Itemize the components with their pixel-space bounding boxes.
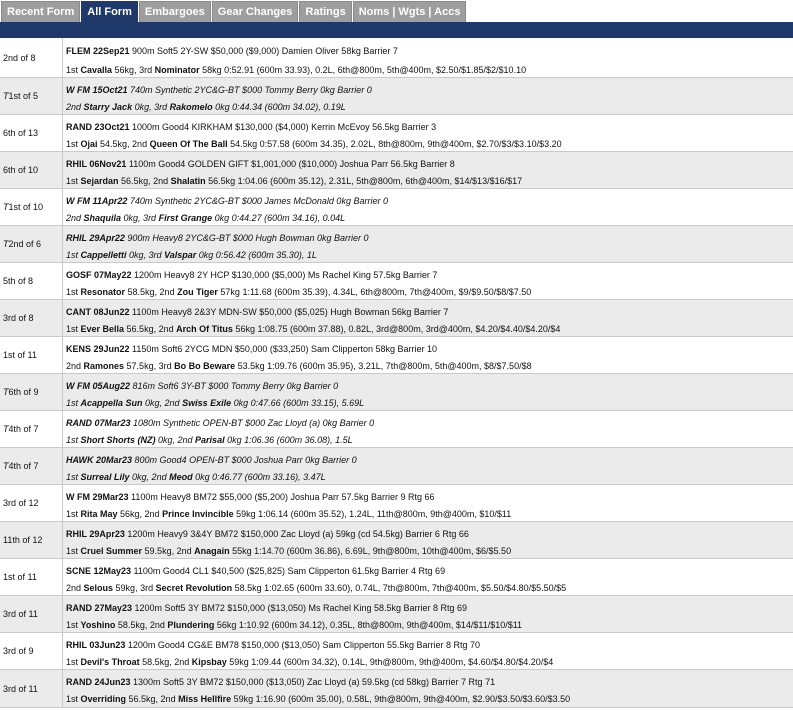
placed-horse-link[interactable]: Swiss Exile [182, 398, 232, 408]
race-result [66, 544, 793, 558]
placing-prefix: 1st [66, 694, 81, 704]
race-summary [66, 231, 793, 246]
finish-position-text: 1st of 11 [3, 572, 37, 582]
form-tabs [0, 0, 793, 22]
placed-horse-link[interactable]: Shaquila [83, 213, 122, 223]
race-result-stats: 56kg 1:10.92 (600m 34.12), 0.35L, 8th@800m, 9th@400m, $14/$11/$10/$11 [214, 620, 523, 630]
finish-position-text: 3rd of 11 [3, 609, 38, 619]
placing-weight: 56.5kg, 2nd [126, 694, 179, 704]
run-details [63, 633, 793, 669]
meeting-date[interactable]: CANT 08Jun22 [66, 307, 130, 317]
placing-weight: 56.5kg, 2nd [124, 324, 177, 334]
placing-prefix: 1st [66, 250, 81, 260]
placed-horse-link[interactable]: Acappella Sun [80, 398, 143, 408]
race-summary [66, 601, 793, 616]
run-details [63, 485, 793, 521]
run-details [63, 559, 793, 595]
race-result [66, 433, 793, 447]
race-result [66, 507, 793, 521]
form-run-row[interactable] [0, 38, 793, 78]
meeting-date[interactable]: SCNE 12May23 [66, 566, 132, 576]
placed-horse-link[interactable]: Secret Revolution [155, 583, 233, 593]
placed-horse-link[interactable]: Surreal Lily [80, 472, 130, 482]
race-result [66, 359, 793, 373]
placing-weight: 58.5kg, 2nd [125, 287, 178, 297]
placing-weight: 56kg, 2nd [117, 509, 163, 519]
finish-position-text: 3rd of 8 [3, 313, 34, 323]
placed-horse-link[interactable]: Plundering [167, 620, 215, 630]
placing-weight: 56.5kg, 2nd [118, 176, 171, 186]
race-result [66, 137, 793, 151]
finish-position-text: 5th of 8 [3, 276, 34, 286]
race-conditions: 1100m Heavy8 BM72 $55,000 ($5,200) Joshua Parr 57.5kg Barrier 9 Rtg 66 [128, 492, 435, 502]
placed-horse-link[interactable]: Zou Tiger [177, 287, 218, 297]
race-summary [66, 490, 793, 505]
race-conditions: 1100m Good4 GOLDEN GIFT $1,001,000 ($10,000) Joshua Parr 56.5kg Barrier 8 [126, 159, 455, 169]
placed-horse-link[interactable]: Ever Bella [80, 324, 125, 334]
race-result [66, 581, 793, 595]
placing-prefix: 1st [66, 398, 81, 408]
placed-horse-link[interactable]: Devil's Throat [80, 657, 140, 667]
run-details [63, 337, 793, 373]
placed-horse-link[interactable]: Parisal [195, 435, 225, 445]
meeting-date[interactable]: RAND 27May23 [66, 603, 133, 613]
tab-recent-form[interactable]: Recent Form [1, 1, 80, 22]
placed-horse-link[interactable]: Anagain [194, 546, 230, 556]
trial-marker: T [3, 424, 9, 434]
run-details [63, 670, 793, 707]
race-conditions: 1300m Soft5 3Y BM72 $150,000 ($13,050) Zac Lloyd (a) 59.5kg (cd 58kg) Barrier 7 Rtg 71 [130, 677, 496, 687]
placing-prefix: 2nd [66, 213, 84, 223]
finish-position-text: 11th of 12 [3, 535, 43, 545]
form-run-row[interactable] [0, 559, 793, 596]
placing-weight: 0kg, 2nd [155, 435, 196, 445]
race-conditions: 816m Soft6 3Y-BT $000 Tommy Berry 0kg Barrier 0 [130, 381, 339, 391]
race-conditions: 1200m Good4 CG&E BM78 $150,000 ($13,050) Sam Clipperton 55.5kg Barrier 8 Rtg 70 [125, 640, 481, 650]
placed-horse-link[interactable]: First Grange [158, 213, 213, 223]
finish-position-text: 4th of 7 [8, 461, 39, 471]
placed-horse-link[interactable]: Nominator [154, 65, 200, 75]
finish-position [0, 596, 63, 632]
race-result-stats: 0kg 0:47.66 (600m 33.15), 5.69L [231, 398, 365, 408]
race-result-stats: 59kg 1:09.44 (600m 34.32), 0.14L, 9th@800m, 9th@400m, $4.60/$4.80/$4.20/$4 [226, 657, 554, 667]
race-result-stats: 0kg 0:46.77 (600m 33.16), 3.47L [192, 472, 326, 482]
placing-prefix: 2nd [66, 361, 84, 371]
placing-prefix: 1st [66, 287, 81, 297]
trial-marker: T [3, 387, 9, 397]
run-details [63, 189, 793, 225]
finish-position-text: 6th of 13 [3, 128, 39, 138]
tab-embargoes[interactable]: Embargoes [139, 1, 211, 22]
race-summary [66, 268, 793, 283]
race-result [66, 692, 793, 707]
race-result-stats: 59kg 1:06.14 (600m 35.52), 1.24L, 11th@800m, 9th@400m, $10/$11 [233, 509, 512, 519]
placed-horse-link[interactable]: Shalatin [170, 176, 206, 186]
form-run-row[interactable] [0, 596, 793, 633]
placing-prefix: 1st [66, 139, 81, 149]
race-result [66, 655, 793, 669]
form-run-row[interactable] [0, 633, 793, 670]
form-run-row[interactable] [0, 115, 793, 152]
finish-position [0, 263, 63, 299]
race-result-stats: 58kg 0:52.91 (600m 33.93), 0.2L, 6th@800m, 5th@400m, $2.50/$1.85/$2/$10.10 [199, 65, 527, 75]
meeting-date[interactable]: W FM 11Apr22 [66, 196, 128, 206]
placed-horse-link[interactable]: Ojai [80, 139, 98, 149]
placed-horse-link[interactable]: Resonator [80, 287, 126, 297]
race-result-stats: 55kg 1:14.70 (600m 36.86), 6.69L, 9th@800m, 10th@400m, $6/$5.50 [229, 546, 512, 556]
race-conditions: 1080m Synthetic OPEN-BT $000 Zac Lloyd (a) 0kg Barrier 0 [130, 418, 375, 428]
placing-prefix: 1st [66, 435, 81, 445]
placed-horse-link[interactable]: Kipsbay [191, 657, 227, 667]
trial-marker: T [3, 91, 9, 101]
race-conditions: 740m Synthetic 2YC&G-BT $000 Tommy Berry 0kg Barrier 0 [127, 85, 372, 95]
placing-prefix: 1st [66, 546, 81, 556]
race-summary [66, 379, 793, 394]
finish-position-text: 6th of 9 [8, 387, 39, 397]
finish-position [0, 559, 63, 595]
form-run-row[interactable] [0, 78, 793, 115]
race-conditions: 1150m Soft6 2YCG MDN $50,000 ($33,250) Sam Clipperton 58kg Barrier 10 [129, 344, 438, 354]
finish-position [0, 670, 63, 707]
race-conditions: 1200m Heavy8 2Y HCP $130,000 ($5,000) Ms Rachel King 57.5kg Barrier 7 [131, 270, 438, 280]
meeting-date[interactable]: RHIL 03Jun23 [66, 640, 126, 650]
placing-weight: 59kg, 3rd [113, 583, 156, 593]
race-summary [66, 675, 793, 690]
finish-position-text: 1st of 5 [8, 91, 39, 101]
race-result [66, 322, 793, 336]
form-run-row[interactable] [0, 189, 793, 226]
finish-position-text: 2nd of 8 [3, 52, 36, 63]
finish-position-text: 2nd of 6 [8, 239, 42, 249]
placing-weight: 58.5kg, 2nd [115, 620, 168, 630]
race-conditions: 1100m Heavy8 2&3Y MDN-SW $50,000 ($5,025) Hugh Bowman 56kg Barrier 7 [129, 307, 449, 317]
finish-position [0, 374, 63, 410]
placed-horse-link[interactable]: Queen Of The Ball [149, 139, 228, 149]
finish-position [0, 448, 63, 484]
finish-position [0, 189, 63, 225]
meeting-date[interactable]: RAND 24Jun23 [66, 677, 131, 687]
trial-marker: T [3, 202, 9, 212]
placing-prefix: 1st [66, 472, 81, 482]
race-result [66, 470, 793, 484]
placing-weight: 0kg, 2nd [142, 398, 183, 408]
race-conditions: 1100m Good4 CL1 $40,500 ($25,825) Sam Clipperton 61.5kg Barrier 4 Rtg 69 [131, 566, 446, 576]
race-result-stats: 59kg 1:16.90 (600m 35.00), 0.58L, 9th@800m, 9th@400m, $2.90/$3.50/$3.60/$3.50 [231, 694, 571, 704]
race-conditions: 1200m Heavy9 3&4Y BM72 $150,000 Zac Lloyd (a) 59kg (cd 54.5kg) Barrier 6 Rtg 66 [124, 529, 469, 539]
placed-horse-link[interactable]: Miss Hellfire [178, 694, 232, 704]
form-run-row[interactable] [0, 337, 793, 374]
run-details [63, 226, 793, 262]
run-details [63, 374, 793, 410]
form-run-row[interactable] [0, 300, 793, 337]
placing-weight: 57.5kg, 3rd [124, 361, 175, 371]
finish-position-text: 6th of 10 [3, 165, 39, 175]
race-summary [66, 157, 793, 172]
placing-prefix: 1st [66, 509, 81, 519]
race-summary [66, 638, 793, 653]
run-details [63, 152, 793, 188]
placed-horse-link[interactable]: Cappelletti [80, 250, 127, 260]
placed-horse-link[interactable]: Sejardan [80, 176, 119, 186]
race-summary [66, 342, 793, 357]
finish-position [0, 300, 63, 336]
placing-prefix: 2nd [66, 583, 84, 593]
run-details [63, 411, 793, 447]
finish-position [0, 226, 63, 262]
race-conditions: 1200m Soft5 3Y BM72 $150,000 ($13,050) Ms Rachel King 58.5kg Barrier 8 Rtg 69 [132, 603, 468, 613]
finish-position [0, 633, 63, 669]
placing-prefix: 1st [66, 65, 81, 75]
placed-horse-link[interactable]: Prince Invincible [162, 509, 234, 519]
placed-horse-link[interactable]: Overriding [80, 694, 127, 704]
finish-position-text: 1st of 11 [3, 350, 37, 360]
race-conditions: 1000m Good4 KIRKHAM $130,000 ($4,000) Kerrin McEvoy 56.5kg Barrier 3 [129, 122, 437, 132]
placing-weight: 0kg, 3rd [121, 213, 159, 223]
race-result-stats: 0kg 0:44.27 (600m 34.16), 0.04L [212, 213, 346, 223]
race-result-stats: 53.5kg 1:09.76 (600m 35.95), 3.21L, 7th@800m, 5th@400m, $8/$7.50/$8 [235, 361, 532, 371]
run-details [63, 522, 793, 558]
placing-weight: 58.5kg, 2nd [139, 657, 192, 667]
run-details [63, 596, 793, 632]
meeting-date[interactable]: HAWK 20Mar23 [66, 455, 133, 465]
placing-weight: 0kg, 3rd [132, 102, 170, 112]
run-details [63, 115, 793, 151]
placing-weight: 0kg, 3rd [126, 250, 165, 260]
tab-gear-changes[interactable]: Gear Changes [212, 1, 299, 22]
meeting-date[interactable]: W FM 05Aug22 [66, 381, 131, 391]
form-run-row[interactable] [0, 448, 793, 485]
race-conditions: 800m Good4 OPEN-BT $000 Joshua Parr 0kg Barrier 0 [132, 455, 357, 465]
form-run-row[interactable] [0, 522, 793, 559]
form-run-row[interactable] [0, 485, 793, 522]
race-result [66, 63, 793, 77]
race-summary [66, 527, 793, 542]
meeting-date[interactable]: RAND 07Mar23 [66, 418, 131, 428]
finish-position-text: 3rd of 12 [3, 498, 39, 508]
placed-horse-link[interactable]: Bo Bo Beware [174, 361, 236, 371]
finish-position-text: 3rd of 9 [3, 646, 34, 656]
finish-position [0, 38, 63, 77]
race-result [66, 211, 793, 225]
race-summary [66, 564, 793, 579]
race-result [66, 174, 793, 188]
race-summary [66, 83, 793, 98]
placed-horse-link[interactable]: Meod [169, 472, 193, 482]
meeting-date[interactable]: W FM 15Oct21 [66, 85, 128, 95]
placing-prefix: 1st [66, 620, 81, 630]
meeting-date[interactable]: FLEM 22Sep21 [66, 46, 130, 56]
placing-weight: 0kg, 2nd [129, 472, 170, 482]
race-summary [66, 44, 793, 59]
placed-horse-link[interactable]: Short Shorts (NZ) [80, 435, 156, 445]
form-runs-list [0, 38, 793, 708]
tab-noms-wgts-accs[interactable]: Noms | Wgts | Accs [353, 1, 467, 22]
placing-weight: 56kg, 3rd [112, 65, 155, 75]
meeting-date[interactable]: RHIL 06Nov21 [66, 159, 127, 169]
placing-weight: 54.5kg, 2nd [97, 139, 150, 149]
run-details [63, 448, 793, 484]
race-result-stats: 57kg 1:11.68 (600m 35.39), 4.34L, 6th@800m, 7th@400m, $9/$9.50/$8/$7.50 [217, 287, 532, 297]
finish-position [0, 78, 63, 114]
race-result [66, 396, 793, 410]
tab-all-form[interactable]: All Form [81, 1, 138, 22]
race-result [66, 618, 793, 632]
placing-prefix: 1st [66, 324, 81, 334]
race-result-stats: 54.5kg 0:57.58 (600m 34.35), 2.02L, 8th@800m, 9th@400m, $2.70/$3/$3.10/$3.20 [227, 139, 562, 149]
race-summary [66, 305, 793, 320]
race-summary [66, 453, 793, 468]
placing-prefix: 1st [66, 657, 81, 667]
meeting-date[interactable]: KENS 29Jun22 [66, 344, 130, 354]
trial-marker: T [3, 239, 9, 249]
form-run-row[interactable] [0, 411, 793, 448]
placed-horse-link[interactable]: Cavalla [80, 65, 113, 75]
finish-position [0, 485, 63, 521]
finish-position [0, 522, 63, 558]
run-details [63, 263, 793, 299]
race-result-stats: 0kg 0:44.34 (600m 34.02), 0.19L [212, 102, 346, 112]
placed-horse-link[interactable]: Valspar [164, 250, 197, 260]
placed-horse-link[interactable]: Starry Jack [83, 102, 133, 112]
meeting-date[interactable]: RHIL 29Apr23 [66, 529, 125, 539]
race-conditions: 900m Soft5 2Y-SW $50,000 ($9,000) Damien Oliver 58kg Barrier 7 [129, 46, 398, 56]
race-summary [66, 194, 793, 209]
finish-position [0, 411, 63, 447]
finish-position [0, 115, 63, 151]
tab-ratings[interactable]: Ratings [299, 1, 351, 22]
form-run-row[interactable] [0, 226, 793, 263]
run-details [63, 300, 793, 336]
finish-position-text: 4th of 7 [8, 424, 39, 434]
finish-position [0, 152, 63, 188]
finish-position-text: 1st of 10 [8, 202, 44, 212]
race-result-stats: 0kg 1:06.36 (600m 36.08), 1.5L [224, 435, 353, 445]
meeting-date[interactable]: W FM 29Mar23 [66, 492, 129, 502]
race-result-stats: 0kg 0:56.42 (600m 35.30), 1L [196, 250, 317, 260]
race-result-stats: 56kg 1:08.75 (600m 37.88), 0.82L, 3rd@800m, 3rd@400m, $4.20/$4.40/$4.20/$4 [232, 324, 561, 334]
meeting-date[interactable]: GOSF 07May22 [66, 270, 132, 280]
race-result [66, 248, 793, 262]
race-summary [66, 416, 793, 431]
race-result [66, 285, 793, 299]
form-run-row[interactable] [0, 374, 793, 411]
run-details [63, 38, 793, 77]
placed-horse-link[interactable]: Ramones [83, 361, 125, 371]
placed-horse-link[interactable]: Rita May [80, 509, 118, 519]
race-result-stats: 56.5kg 1:04.06 (600m 35.12), 2.31L, 5th@800m, 6th@400m, $14/$13/$16/$17 [205, 176, 523, 186]
meeting-date[interactable]: RAND 23Oct21 [66, 122, 130, 132]
finish-position [0, 337, 63, 373]
trial-marker: T [3, 461, 9, 471]
tab-content-header-bar [0, 22, 793, 38]
placed-horse-link[interactable]: Yoshino [80, 620, 116, 630]
race-conditions: 740m Synthetic 2YC&G-BT $000 James McDonald 0kg Barrier 0 [127, 196, 388, 206]
placing-prefix: 2nd [66, 102, 84, 112]
placing-prefix: 1st [66, 176, 81, 186]
placed-horse-link[interactable]: Arch Of Titus [176, 324, 233, 334]
form-run-row[interactable] [0, 263, 793, 300]
form-run-row[interactable] [0, 152, 793, 189]
placed-horse-link[interactable]: Selous [83, 583, 114, 593]
run-details [63, 78, 793, 114]
race-summary [66, 120, 793, 135]
placed-horse-link[interactable]: Cruel Summer [80, 546, 143, 556]
form-run-row[interactable] [0, 670, 793, 708]
placing-weight: 59.5kg, 2nd [142, 546, 195, 556]
race-conditions: 900m Heavy8 2YC&G-BT $000 Hugh Bowman 0kg Barrier 0 [124, 233, 369, 243]
race-result [66, 100, 793, 114]
finish-position-text: 3rd of 11 [3, 683, 38, 694]
race-result-stats: 58.5kg 1:02.65 (600m 33.60), 0.74L, 7th@800m, 7th@400m, $5.50/$4.80/$5.50/$5 [232, 583, 567, 593]
meeting-date[interactable]: RHIL 29Apr22 [66, 233, 125, 243]
placed-horse-link[interactable]: Rakomelo [169, 102, 213, 112]
